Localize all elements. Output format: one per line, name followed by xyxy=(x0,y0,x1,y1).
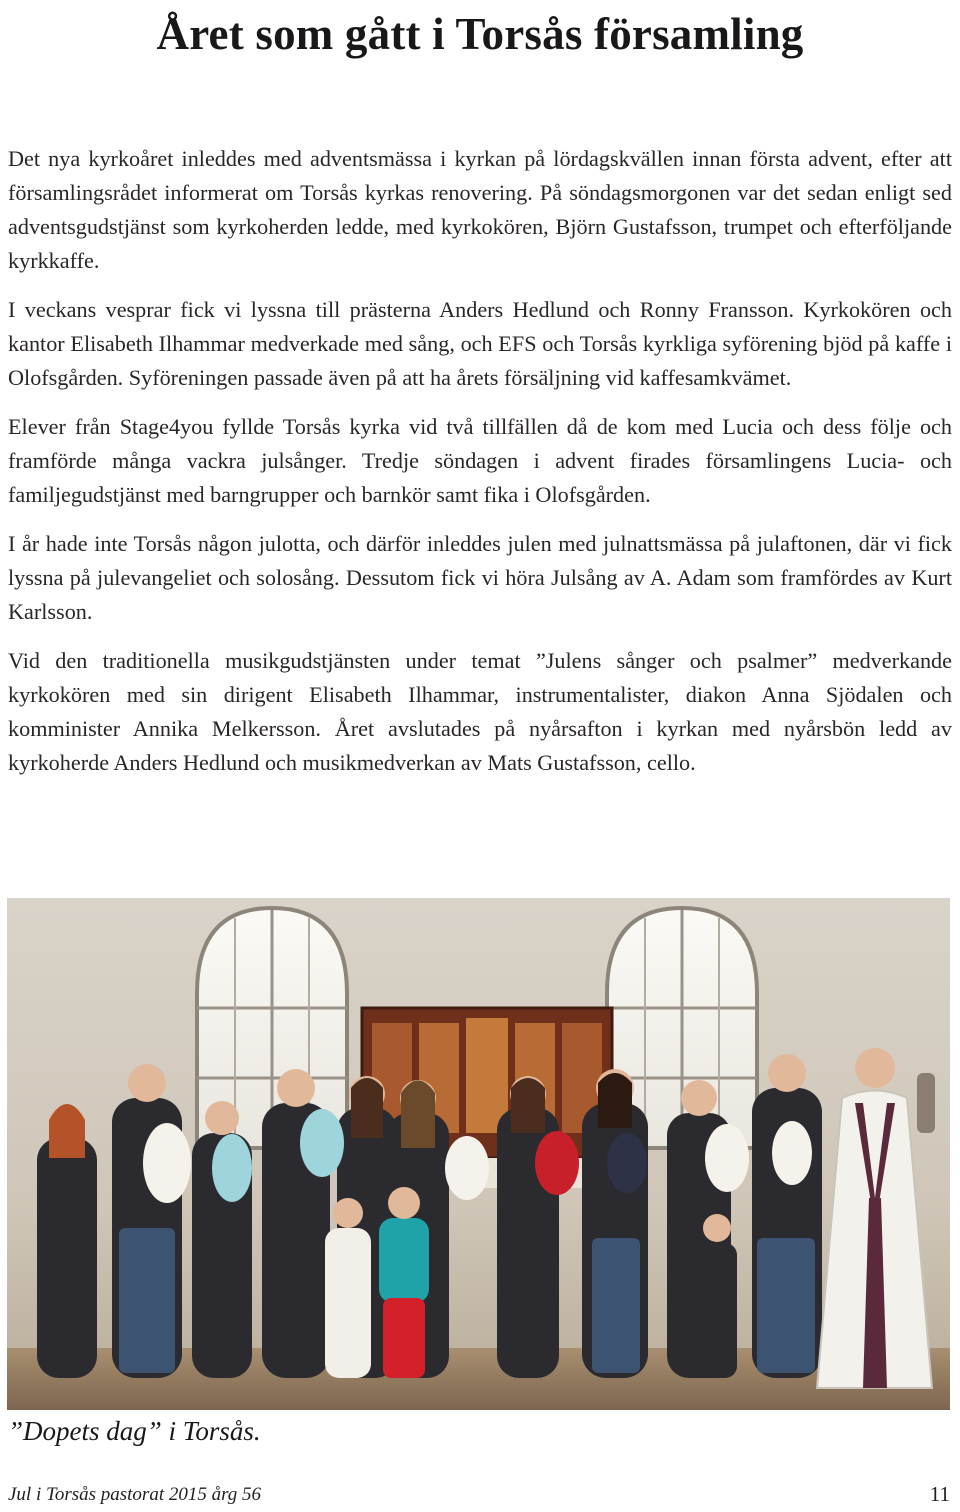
paragraph-vespers: I veckans vesprar fick vi lyssna till prästerna Anders Hedlund och Ronny Fransson. Kyrkokören och kantor Elisabeth Ilhammar medverkade med sång, och EFS och Torsås kyrkliga syförening bjöd på kaffe i Olofsgården. Syföreningen passade även på att ha årets försäljning vid kaffesamkvämet. xyxy=(8,297,952,390)
footer-publication: Jul i Torsås pastorat 2015 årg 56 xyxy=(8,1484,262,1505)
paragraph-advent: Det nya kyrkoåret inleddes med adventsmässa i kyrkan på lördagskvällen innan första advent, efter att församlingsrådet informerat om Torsås kyrkas renovering. På söndagsmorgonen var det sedan enligt sed adventsgudstjänst som kyrkoherden ledde, med kyrkokören, Björn Gustafsson, trumpet och efterföljande kyrkkaffe. xyxy=(8,146,952,273)
wall-statue xyxy=(917,1073,935,1133)
page-number: 11 xyxy=(929,1482,950,1506)
baptism-day-photo xyxy=(7,898,950,1410)
photo-caption: ”Dopets dag” i Torsås. xyxy=(8,1416,261,1446)
paragraph-christmas: I år hade inte Torsås någon julotta, och därför inleddes julen med julnattsmässa på julaftonen, där vi fick lyssna på julevangeliet och solosång. Dessutom fick vi höra Julsång av A. Adam som framfördes av Kurt Karlsson. xyxy=(8,531,952,624)
article-body xyxy=(8,142,952,795)
page-title: Året som gått i Torsås församling xyxy=(156,9,804,59)
paragraph-music-service: Vid den traditionella musikgudstjänsten under temat ”Julens sånger och psalmer” medverkande kyrkokören med sin dirigent Elisabeth Ilhammar, instrumentalister, diakon Anna Sjödalen och komminister Annika Melkersson. Året avslutades på nyårsafton i kyrkan med nyårsbön ledd av kyrkoherde Anders Hedlund och musikmedverkan av Mats Gustafsson, cello. xyxy=(8,648,952,775)
paragraph-lucia: Elever från Stage4you fyllde Torsås kyrka vid två tillfällen då de kom med Lucia och dess följe och framförde många vackra julsånger. Tredje söndagen i advent firades församlingens Lucia- och familjegudstjänst med barngrupper och barnkör samt fika i Olofsgården. xyxy=(8,414,952,507)
